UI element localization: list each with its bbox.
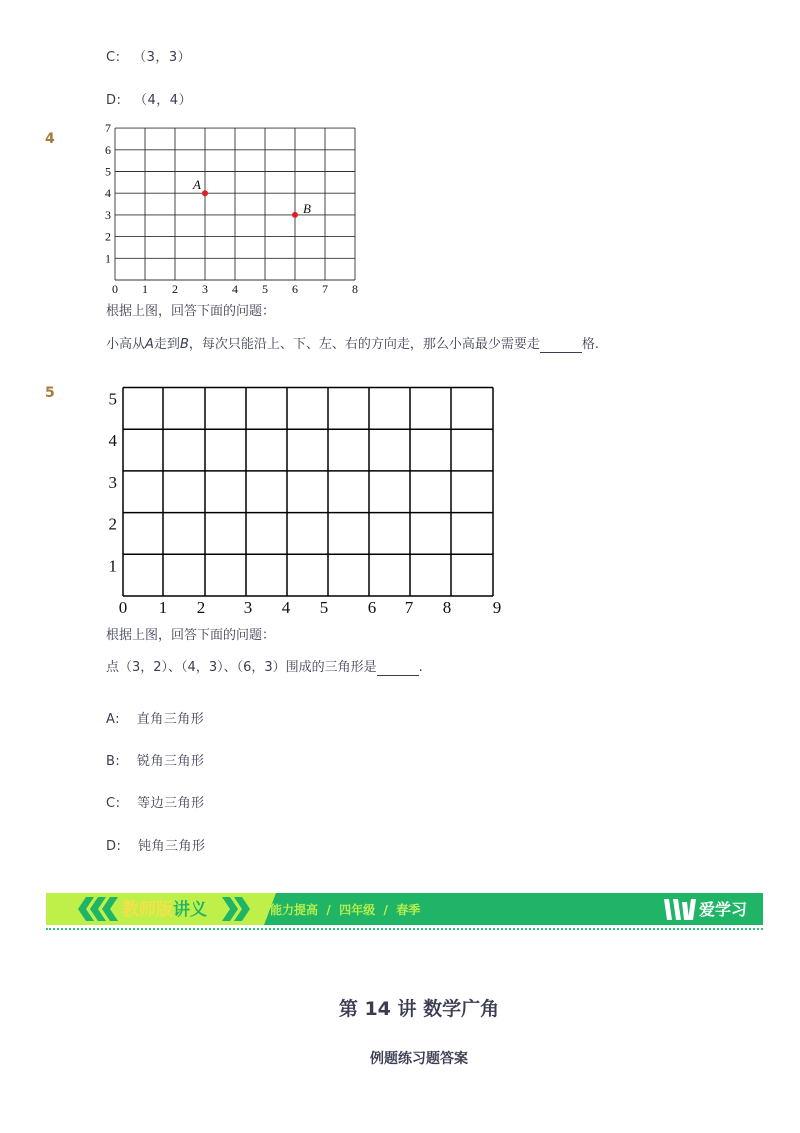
- section-title: 例题练习题答案: [370, 1051, 468, 1067]
- q5-question: 点（3，2）、（4，3）、（6，3）围成的三角形是 .: [106, 660, 423, 675]
- banner-dotted-divider: [46, 928, 763, 930]
- point-b: [292, 212, 298, 218]
- x-tick-label: 3: [202, 282, 208, 296]
- point-a: [202, 190, 208, 196]
- q4-prompt: 根据上图，回答下面的问题：: [106, 304, 276, 319]
- banner-title-lecture: 讲义: [173, 900, 207, 920]
- y-tick-label: 3: [105, 207, 111, 222]
- y-tick-label: 5: [105, 164, 111, 179]
- y-tick-label: 7: [105, 121, 111, 136]
- x-tick-label: 1: [142, 282, 148, 296]
- x-tick-label: 3: [243, 598, 253, 617]
- q4-question: 小高从A走到B，每次只能沿上、下、左、右的方向走，那么小高最少需要走 格.: [106, 337, 600, 352]
- x-tick-label: 6: [292, 282, 298, 296]
- x-tick-label: 4: [281, 598, 291, 617]
- y-tick-label: 1: [105, 251, 111, 266]
- answer-blank: [540, 337, 582, 353]
- x-tick-label: 7: [404, 598, 414, 617]
- x-tick-label: 0: [112, 282, 118, 296]
- x-tick-label: 6: [367, 598, 377, 617]
- banner-title-teacher: 教师版: [122, 900, 173, 920]
- answer-blank: [377, 660, 419, 676]
- option-d: D: （4，4）: [106, 93, 193, 108]
- x-tick-label: 2: [172, 282, 178, 296]
- x-tick-label: 9: [492, 598, 502, 617]
- y-tick-label: 2: [105, 229, 111, 244]
- y-tick-label: 4: [108, 431, 117, 451]
- x-tick-label: 8: [352, 282, 358, 296]
- x-tick-label: 2: [196, 598, 206, 617]
- x-tick-label: 5: [319, 598, 329, 617]
- banner-breadcrumb: 能力提高 / 四年级 / 春季: [270, 903, 421, 917]
- y-tick-label: 4: [105, 186, 111, 201]
- q5-option-b: B: 锐角三角形: [106, 754, 205, 769]
- x-tick-label: 1: [158, 598, 168, 617]
- coordinate-grid-q4: [100, 118, 370, 298]
- x-tick-label: 4: [232, 282, 238, 296]
- question-number-5: 5: [45, 385, 55, 401]
- y-tick-label: 6: [105, 142, 111, 157]
- coordinate-grid-q5: [100, 372, 510, 622]
- y-tick-label: 5: [108, 389, 117, 409]
- q5-option-d: D: 钝角三角形: [106, 839, 206, 854]
- x-tick-label: 7: [322, 282, 328, 296]
- x-tick-label: 0: [118, 598, 128, 617]
- x-tick-label: 8: [442, 598, 452, 617]
- x-tick-label: 5: [262, 282, 268, 296]
- y-tick-label: 3: [108, 472, 117, 492]
- y-tick-label: 2: [108, 514, 117, 534]
- y-tick-label: 1: [108, 556, 117, 576]
- q5-option-c: C: 等边三角形: [106, 796, 205, 811]
- teacher-edition-banner: [46, 893, 763, 925]
- logo-text: 爱学习: [699, 900, 748, 919]
- option-c: C: （3，3）: [106, 50, 192, 65]
- q5-option-a: A: 直角三角形: [106, 712, 205, 727]
- point-label-a: A: [193, 177, 201, 193]
- lecture-title: 第 14 讲 数学广角: [338, 998, 500, 1020]
- question-number-4: 4: [45, 131, 55, 147]
- point-label-b: B: [303, 200, 311, 216]
- q5-prompt: 根据上图，回答下面的问题：: [106, 628, 276, 643]
